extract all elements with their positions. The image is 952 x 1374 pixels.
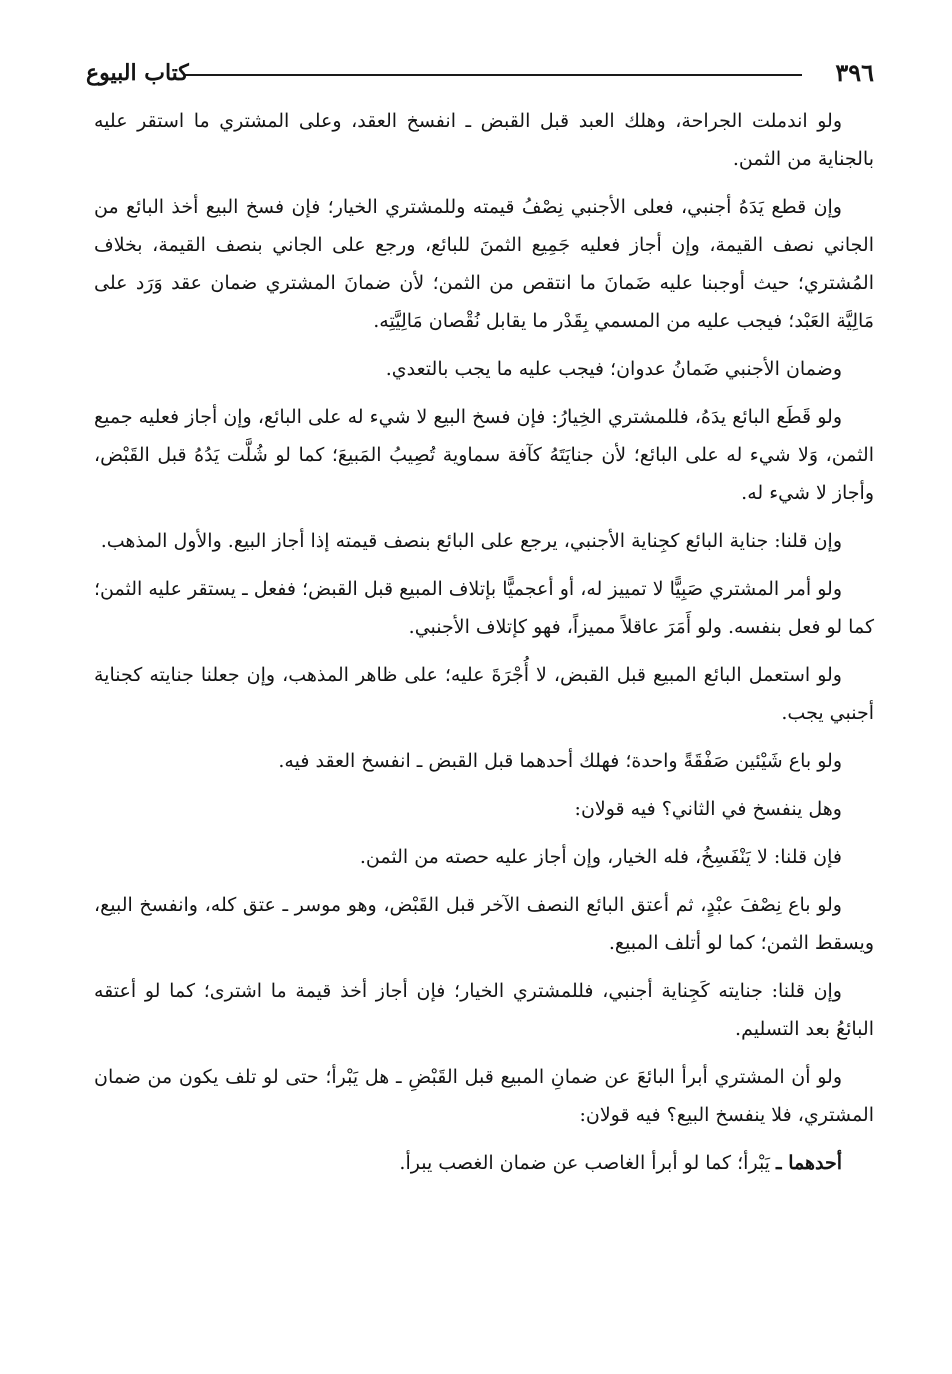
paragraph: وهل ينفسخ في الثاني؟ فيه قولان: bbox=[574, 798, 842, 820]
paragraph bbox=[94, 1144, 874, 1182]
paragraph: ولو أن المشتري أبرأ البائعَ عن ضمانِ المبيع قبل القَبْضِ ـ هل يَبْرأ؛ حتى لو تلف يكون من ضمان المشتري، فلا ينفسخ البيع؟ فيه قولان: bbox=[94, 1066, 874, 1126]
paragraph: ولو اندملت الجراحة، وهلك العبد قبل القبض ـ انفسخ العقد، وعلى المشتري ما استقر عليه بالجناية من الثمن. bbox=[94, 110, 874, 170]
paragraph-lead: أحدهما ـ bbox=[776, 1152, 842, 1174]
paragraph: وإن قلنا: جناية البائع كجِناية الأجنبي، يرجع على البائع بنصف قيمته إذا أجاز البيع. والأول المذهب. bbox=[100, 530, 842, 552]
page-header bbox=[86, 58, 874, 88]
paragraph: ولو قَطَع البائع يدَهُ، فللمشتري الخِيارُ: فإن فسخ البيع لا شيء له على البائع، وإن أجاز فعليه جميع الثمن، وَلا شيء له على البائع؛ لأن جنايَتَهُ كآفة سماوية تُصِيبُ المَبيعَ؛ كما لو شُلَّت يَدُهُ قبل القَبْض، وأجاز لا شيء له. bbox=[94, 406, 874, 504]
page-number: ٣٩٦ bbox=[835, 58, 874, 87]
paragraph: فإن قلنا: لا يَنْفَسِخُ، فله الخيار، وإن أجاز عليه حصته من الثمن. bbox=[359, 846, 842, 868]
paragraph: ولو باع شَيْئين صَفْقَةً واحدة؛ فهلك أحدهما قبل القبض ـ انفسخ العقد فيه. bbox=[278, 750, 842, 772]
paragraph: وإن قلنا: جنايته كَجِناية أجنبي، فللمشتري الخيار؛ فإن أجاز أخذ قيمة ما اشترى؛ كما لو أعتقه البائعُ بعد التسليم. bbox=[94, 980, 874, 1040]
paragraph: وإن قطع يَدَهُ أجنبي، فعلى الأجنبي نِصْفُ قيمته وللمشتري الخيار؛ فإن فسخ البيع أخذ البائع من الجاني نصف القيمة، وإن أجاز فعليه جَمِيع الثمنَ للبائع، ورجع على الجاني بنصف القيمة، بخلاف المُشتري؛ حيث أوجبنا عليه ضَمانَ ما انتقص من الثمن؛ لأن ضمانَ المشتري ضمان عقد وَرَد على مَالِيَّة العَبْد؛ فيجب عليه من المسمي بِقَدْر ما يقابل نُقْصان مَالِيَّتِه. bbox=[94, 196, 874, 332]
paragraph-text: يَبْرأ؛ كما لو أبرأ الغاصب عن ضمان الغصب يبرأ. bbox=[399, 1152, 777, 1174]
paragraph: وضمان الأجنبي ضَمانُ عدوان؛ فيجب عليه ما يجب بالتعدي. bbox=[385, 358, 842, 380]
header-rule bbox=[184, 74, 802, 76]
page-body bbox=[94, 102, 874, 1182]
paragraph: ولو أمر المشتري صَبِيًّا لا تمييز له، أو أعجميًّا بإتلاف المبيع قبل القبض؛ ففعل ـ يستقر عليه الثمن؛ كما لو فعل بنفسه. ولو أَمَرَ عاقلاً مميزاً، فهو كإتلاف الأجنبي. bbox=[94, 578, 874, 638]
paragraph: ولو استعمل البائع المبيع قبل القبض، لا أُجْرَةَ عليه؛ على ظاهر المذهب، وإن جعلنا جنايته كجناية أجنبي يجب. bbox=[94, 664, 874, 724]
paragraph: ولو باع نِصْفَ عبْدٍ، ثم أعتق البائع النصف الآخر قبل القَبْض، وهو موسر ـ عتق كله، وانفسخ البيع، ويسقط الثمن؛ كما لو أتلف المبيع. bbox=[94, 894, 874, 954]
running-title: كتاب البيوع bbox=[86, 60, 189, 86]
